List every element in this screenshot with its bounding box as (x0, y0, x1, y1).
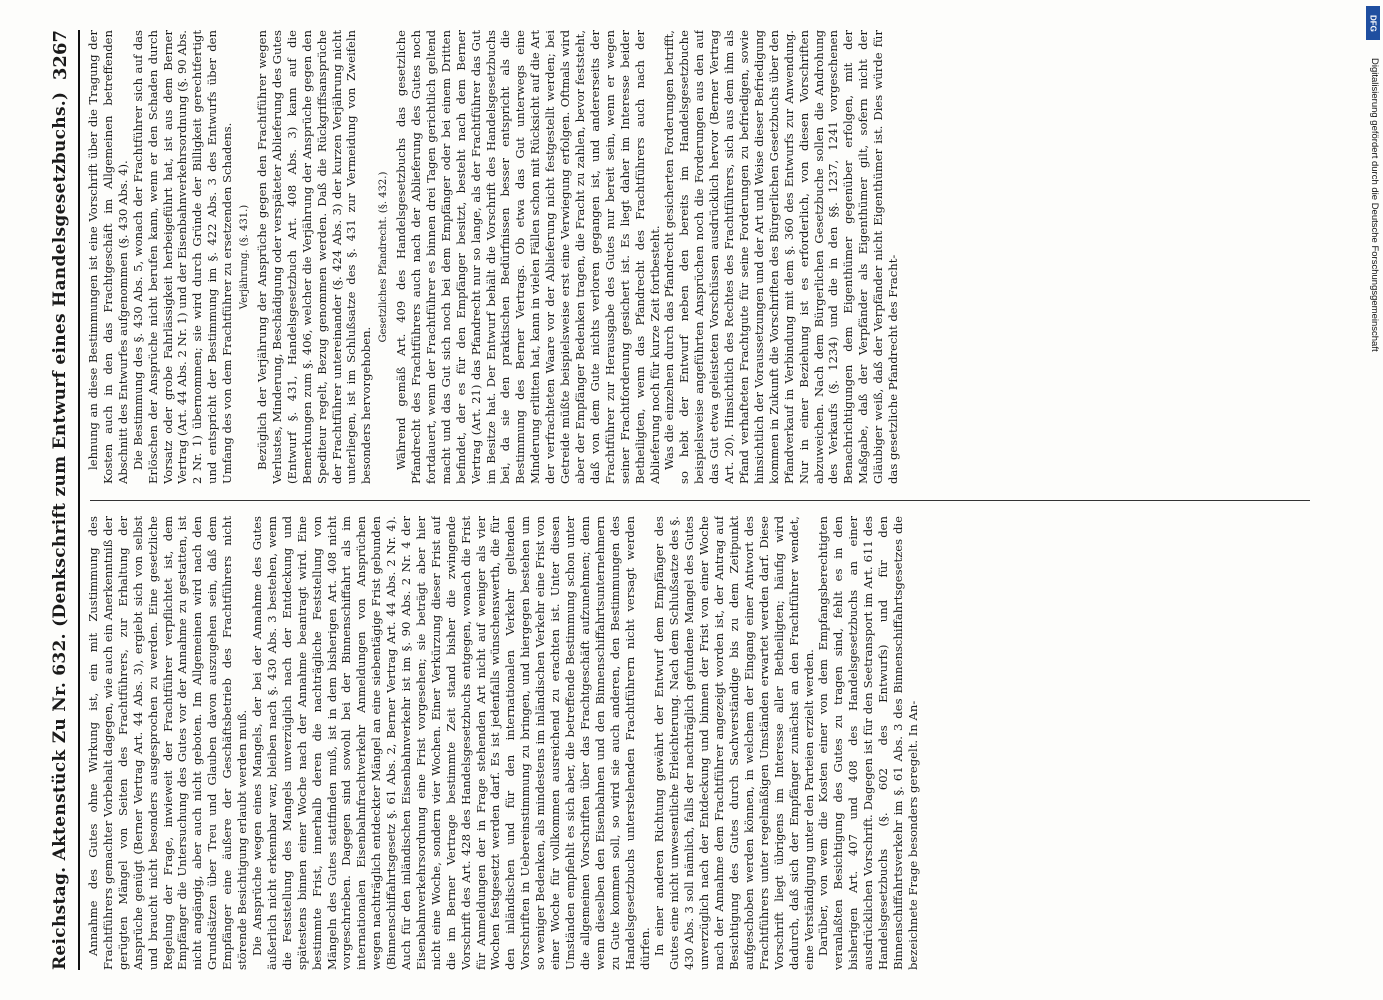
paragraph: Die Bestimmung des §. 430 Abs. 5, wonach der Frachtführer sich auf das Erlöschen der Ansprüche nicht berufen kann, wenn er den Schaden durch Vorsatz oder grobe Fahrlässigkeit herbeigeführt hat, ist aus dem Berner Vertrag (Art. 44 Abs. 2 Nr. 1) und der Eisenbahnverkehrsordnung (§. 90 Abs. 2 Nr. 1) übernommen; sie wird durch Gründe der Billigkeit gerechtfertigt und entspricht der Bestimmung im §. 422 Abs. 3 des Entwurfs über den Umfang des von dem Frachtführer zu ersetzenden Schadens. (130, 30, 235, 484)
paragraph: Was die einzelnen durch das Pfandrecht gesicherten Forderungen betrifft, so hebt der Entwurf neben den bereits im Handelsgesetzbuche beispielsweise angeführten Ansprüchen noch die Forderungen aus den auf das Gut etwa geleisteten Vorschüssen ausdrücklich hervor (Berner Vertrag Art. 20). Hinsichtlich des Rechtes des Frachtführers, sich aus dem ihm als Pfand verhafteten Frachtgute für seine Forderungen zu befriedigen, sowie hinsichtlich der Voraussetzungen und der Art und Weise dieser Befriedigung kommen in Zukunft die Vorschriften des Bürgerlichen Gesetzbuchs über den Pfandverkauf in Verbindung mit dem §. 360 des Entwurfs zur Anwendung. Nur in einer Beziehung ist es erforderlich, von diesen Vorschriften abzuweichen. Nach dem Bürgerlichen Gesetzbuche sollen die Androhung des Verkaufs (§. 1234) und die in den §§. 1237, 1241 vorgeschenen Benachrichtigungen dem Eigenthümer gegenüber erfolgen, mit der Maßgabe, daß der Verpfänder als Eigenthümer gilt, sofern nicht der Gläubiger weiß, daß der Verpfänder nicht Eigenthümer ist. Dies würde für das gesetzliche Pfandrecht des Fracht- (662, 30, 901, 484)
paragraph: Bezüglich der Verjährung der Ansprüche gegen den Frachtführer wegen Verlustes, Minderung, Beschädigung oder verspäteter Ablieferung des Gutes (Entwurf §. 431, Handelsgesetzbuch Art. 408 Abs. 3) kann auf die Bemerkungen zum §. 406, welcher die Verjährung der Ansprüche gegen den Spediteur regelt, Bezug genommen werden. Daß die Rückgriffsansprüche der Frachtführer untereinander (§. 424 Abs. 3) der kurzen Verjährung nicht unterliegen, ist im Schlußsatze des §. 431 zur Vermeidung von Zweifeln besonders hervorgehoben. (254, 30, 374, 484)
text-column-left (86, 516, 1316, 970)
paragraph: lehnung an diese Bestimmungen ist eine Vorschrift über die Tragung der Kosten auch in den das Frachtgeschäft im Allgemeinen betreffenden Abschnitt des Entwurfes aufgenommen (§. 430 Abs. 4). (86, 30, 130, 484)
text-column-right (86, 30, 1316, 484)
paragraph: In einer anderen Richtung gewährt der Entwurf dem Empfänger des Gutes eine nicht unwesentliche Erleichterung. Nach dem Schlußsatze des §. 430 Abs. 3 soll nämlich, falls der nachträglich gefundene Mangel des Gutes unverzüglich nach der Entdeckung und binnen der Frist von einer Woche nach der Annahme dem Frachtführer angezeigt worden ist, der Antrag auf Besichtigung des Gutes durch Sachverständige bis zu dem Zeitpunkt aufgeschoben werden können, in welchem der Eingang einer Antwort des Frachtführers unter regelmäßigen Umständen erwartet werden darf. Diese Vorschrift liegt übrigens im Interesse aller Betheiligten; häufig wird dadurch, daß sich der Empfänger zunächst an den Frachtführer wendet, eine Verständigung unter den Parteien erzielt werden. (652, 516, 816, 970)
digitization-credit (1362, 8, 1380, 998)
section-heading: Verjährung. (§. 431.) (239, 204, 251, 310)
paragraph: Annahme des Gutes ohne Wirkung ist, ein mit Zustimmung des Frachtführers gemachter Vorbehalt dagegen, wie auch ein Anerkenntniß der gerügten Mängel von Seiten des Frachtführers, zur Erhaltung der Ansprüche genügt (Berner Vertrag Art. 44 Abs. 3), ergiebt sich von selbst und braucht nicht besonders ausgesprochen zu werden. Eine gesetzliche Regelung der Frage, inwieweit der Frachtführer verpflichtet ist, dem Empfänger die Untersuchung des Gutes vor der Annahme zu gestatten, ist nicht angängig, aber auch nicht geboten. Im Allgemeinen wird nach den Grundsätzen über Treu und Glauben davon auszugehen sein, daß dem Empfänger eine äußere der Geschäftsbetrieb des Frachtführers nicht störende Besichtigung erlaubt werden muß. (86, 516, 250, 970)
paragraph: Darüber, von wem die Kosten einer von dem Empfangsberechtigten veranlaßten Besichtigung des Gutes zu tragen sind, fehlt es in den bisherigen Art. 407 und 408 des Handelsgesetzbuchs an einer ausdrücklichen Vorschrift. Dagegen ist für den Seetransport im Art. 611 des Handelsgesetzbuchs (§. 602 des Entwurfs) und für den Binnenschiffahrtsverkehr im §. 61 Abs. 3 des Binnenschiffahrtsgesetzes die bezeichnete Frage besonders geregelt. In An- (816, 516, 920, 970)
dfg-logo: DFG (1366, 6, 1380, 40)
section-heading: Gesetzliches Pfandrecht. (§. 432.) (378, 171, 390, 343)
credit-text: Digitalisierung gefördert durch die Deutsche Forschungsgemeinschaft (1369, 58, 1380, 352)
paragraph: Die Ansprüche wegen eines Mangels, der bei der Annahme des Gutes äußerlich nicht erkennbar war, bleiben nach §. 430 Abs. 3 bestehen, wenn die Feststellung des Mangels unverzüglich nach der Entdeckung und spätestens binnen einer Woche nach der Annahme beantragt wird. Eine bestimmte Frist, innerhalb deren die nachträgliche Feststellung von Mängeln des Gutes stattfinden muß, ist in dem bisherigen Art. 408 nicht vorgeschrieben. Dagegen sind sowohl bei der Binnenschiffahrt als im internationalen Eisenbahnfrachtverkehr Anmeldungen von Ansprüchen wegen nachträglich entdeckter Mängel an eine siebentägige Frist gebunden (Binnenschiffahrtsgesetz §. 61 Abs. 2, Berner Vertrag Art. 44 Abs. 2 Nr. 4). Auch für den inländischen Eisenbahnverkehr ist im §. 90 Abs. 2 Nr. 4 der Eisenbahnverkehrsordnung eine Frist vorgesehen; sie beträgt aber hier nicht eine Woche, sondern vier Wochen. Einer Verkürzung dieser Frist auf die im Berner Vertrage bestimmte Zeit stand bisher die zwingende Vorschrift des Art. 428 des Handelsgesetzbuchs entgegen, wonach die Frist für Anmeldungen der in Frage stehenden Art nicht auf weniger als vier Wochen festgesetzt werden darf. Es ist jedenfalls wünschenswerth, die für den inländischen und für den internationalen Verkehr geltenden Vorschriften in Uebereinstimmung zu bringen, und hiergegen bestehen um so weniger Bedenken, als mindestens im inländischen Verkehr eine Frist von einer Woche für vollkommen ausreichend zu erachten ist. Unter diesen Umständen empfiehlt es sich aber, die betreffende Bestimmung schon unter die allgemeinen Vorschriften über das Frachtgeschäft aufzunehmen; denn wenn dieselben den Eisenbahnen und den Binnenschiffahrtsunternehmern zu Gute kommen soll, so wird sie auch anderen, den Bestimmungen des Handelsgesetzbuchs unterstehenden Frachtführern nicht versagt werden dürfen. (249, 516, 652, 970)
page-header (42, 30, 80, 970)
page-number: 3267 (49, 30, 71, 81)
paragraph: Während gemäß Art. 409 des Handelsgesetzbuchs das gesetzliche Pfandrecht des Frachtführers auch nach der Ablieferung des Gutes noch fortdauert, wenn der Frachtführer es binnen drei Tagen gerichtlich geltend macht und das Gut sich noch bei dem Empfänger oder bei einem Dritten befindet, der es für den Empfänger besitzt, besteht nach dem Berner Vertrag (Art. 21) das Pfandrecht nur so lange, als der Frachtführer das Gut im Besitze hat. Der Entwurf behält die Vorschrift des Handelsgesetzbuchs bei, da sie den praktischen Bedürfnissen besser entspricht als die Bestimmung des Berner Vertrags. Ob etwa das Gut unterwegs eine Minderung erlitten hat, kann in vielen Fällen schon mit Rücksicht auf die Art der verfrachteten Waare vor der Ablieferung nicht festgestellt werden; bei Getreide müßte beispielsweise erst eine Verwiegung erfolgen. Oftmals wird aber der Empfänger Bedenken tragen, die Fracht zu zahlen, bevor feststeht, daß von dem Gute nichts verloren gegangen ist, und andererseits der Frachtführer zur Herausgabe des Gutes nur bereit sein, wenn er wegen seiner Frachtforderung gesichert ist. Es liegt daher im Interesse beider Betheiligten, wenn das Pfandrecht des Frachtführers auch nach der Ablieferung noch für kurze Zeit fortbesteht. (394, 30, 662, 484)
rotated-page-content (42, 30, 1342, 970)
running-head: Reichstag. Aktenstück Zu Nr. 632. (Denkschrift zum Entwurf eines Handelsgesetzbuchs.) (50, 91, 70, 970)
column-divider (90, 500, 1310, 501)
